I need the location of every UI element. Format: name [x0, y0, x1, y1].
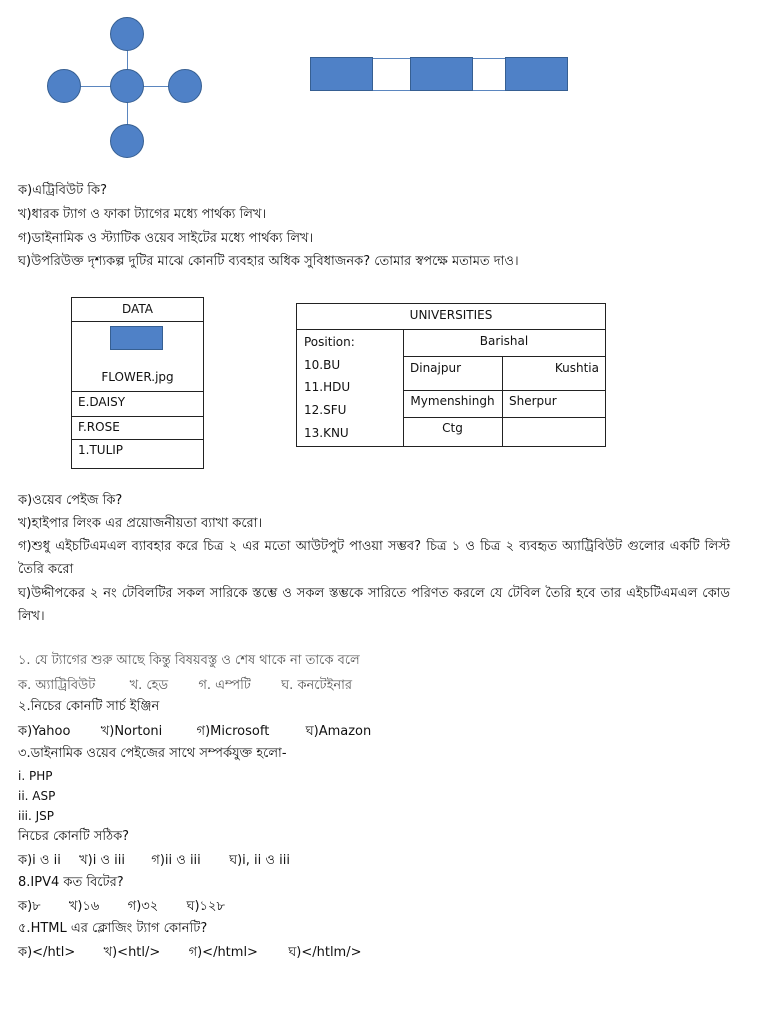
- universities-table: [296, 303, 606, 447]
- position-item: 13.KNU: [304, 426, 349, 440]
- connector-line: [472, 58, 506, 59]
- option: ক)৮: [18, 899, 41, 914]
- data-item: F.ROSE: [78, 420, 120, 434]
- q2-ka: ক)ওয়েব পেইজ কি?: [18, 493, 123, 508]
- mcq-q3-options: [18, 851, 290, 872]
- node-right: [168, 69, 202, 103]
- divider: [403, 390, 605, 391]
- option: ঘ)Amazon: [305, 724, 372, 739]
- divider: [72, 439, 203, 440]
- option: গ)ii ও iii: [151, 853, 201, 868]
- mcq-q2-options: [18, 722, 371, 743]
- position-item: 10.BU: [304, 358, 341, 372]
- q2-gha: ঘ)উদ্দীপকের ২ নং টেবিলটির সকল সারিকে স্তম্ভে ও সকল স্তম্ভকে সারিতে পরিণত করলে যে টেবিল তৈরি হবে তার এইচটিএমএল কোড লিখ।: [18, 586, 730, 624]
- mcq-q3: ৩.ডাইনামিক ওয়েব পেইজের সাথে সম্পর্কযুক্ত হলো-: [18, 746, 287, 761]
- image-placeholder: [110, 326, 163, 350]
- mcq-q3-item: iii. JSP: [18, 809, 55, 823]
- table-title: UNIVERSITIES: [297, 304, 605, 330]
- city-cell: Dinajpur: [410, 361, 462, 375]
- option: খ)১৬: [68, 899, 100, 914]
- q1-ga: গ)ডাইনামিক ও স্ট্যাটিক ওয়েব সাইটের মধ্যে পার্থক্য লিখ।: [18, 231, 314, 246]
- node-top: [110, 17, 144, 51]
- option: খ. হেড: [129, 678, 169, 693]
- option: গ)৩২: [127, 899, 159, 914]
- city-cell: Kushtia: [554, 361, 599, 375]
- option: গ)Microsoft: [196, 724, 270, 739]
- mcq-q4-options: [18, 897, 225, 918]
- q2-kha: খ)হাইপার লিংক এর প্রয়োজনীয়তা ব্যাখা করো।: [18, 516, 263, 531]
- mcq-q4: 8.IPV4 কত বিটের?: [18, 875, 124, 890]
- option: ক)i ও ii: [18, 853, 61, 868]
- mcq-q5-options: [18, 943, 362, 964]
- city-cell: Barishal: [479, 334, 529, 348]
- connector-line: [372, 90, 410, 91]
- position-item: 11.HDU: [304, 380, 351, 394]
- mcq-q2: ২.নিচের কোনটি সার্চ ইঞ্জিন: [18, 699, 160, 714]
- mcq-q1-options: [18, 676, 352, 697]
- option: গ)</html>: [188, 945, 258, 960]
- connector-line: [472, 90, 506, 91]
- data-box: [71, 297, 204, 469]
- option: ঘ. কনটেইনার: [281, 678, 353, 693]
- option: ক)</htl>: [18, 945, 76, 960]
- position-item: 12.SFU: [304, 403, 347, 417]
- option: খ)<htl/>: [103, 945, 161, 960]
- option: খ)Nortoni: [100, 724, 163, 739]
- option: ঘ)</htlm/>: [288, 945, 362, 960]
- option: গ. এম্পটি: [198, 678, 251, 693]
- q1-gha: ঘ)উপরিউক্ত দৃশ্যকল্প দুটির মাঝে কোনটি ব্যবহার অধিক সুবিধাজনক? তোমার স্বপক্ষে মতামত দাও।: [18, 254, 519, 269]
- node-bottom: [110, 124, 144, 158]
- option: খ)i ও iii: [79, 853, 126, 868]
- divider: [403, 356, 605, 357]
- divider: [403, 417, 605, 418]
- mcq-q3-item: ii. ASP: [18, 789, 56, 803]
- city-cell: Ctg: [442, 421, 463, 435]
- image-label: FLOWER.jpg: [101, 370, 174, 384]
- connector-line: [372, 58, 410, 59]
- block-2: [410, 57, 473, 91]
- q2-ga: গ)শুধু এইচটিএমএল ব্যাবহার করে চিত্র ২ এর মতো আউটপুট পাওয়া সম্ভব? চিত্র ১ ও চিত্র ২ ব্যবহৃত অ্যাট্রিবিউট গুলোর একটি লিস্ট তৈরি করো: [18, 539, 730, 577]
- divider: [72, 416, 203, 417]
- data-box-title: DATA: [72, 298, 203, 322]
- block-1: [310, 57, 373, 91]
- city-cell: Mymenshingh: [410, 394, 495, 408]
- q1-ka: ক)এট্রিবিউট কি?: [18, 183, 108, 198]
- option: ঘ)১২৮: [186, 899, 225, 914]
- position-label: Position:: [304, 335, 355, 349]
- divider: [72, 391, 203, 392]
- mcq-q3-ask: নিচের কোনটি সঠিক?: [18, 829, 130, 844]
- mcq-q1: ১. যে ট্যাগের শুরু আছে কিন্তু বিষয়বস্তু ও শেষ থাকে না তাকে বলে: [18, 653, 360, 668]
- option: ঘ)i, ii ও iii: [229, 853, 290, 868]
- block-3: [505, 57, 568, 91]
- mcq-q3-item: i. PHP: [18, 769, 53, 783]
- q1-kha: খ)ধারক ট্যাগ ও ফাকা ট্যাগের মধ্যে পার্থক্য লিখ।: [18, 207, 267, 222]
- city-cell: Sherpur: [509, 394, 557, 408]
- data-item: 1.TULIP: [78, 443, 124, 457]
- option: ক)Yahoo: [18, 724, 71, 739]
- node-center: [110, 69, 144, 103]
- data-item: E.DAISY: [78, 395, 126, 409]
- mcq-q5: ৫.HTML এর ক্লোজিং ট্যাগ কোনটি?: [18, 921, 208, 936]
- node-left: [47, 69, 81, 103]
- option: ক. অ্যাট্রিবিউট: [18, 678, 96, 693]
